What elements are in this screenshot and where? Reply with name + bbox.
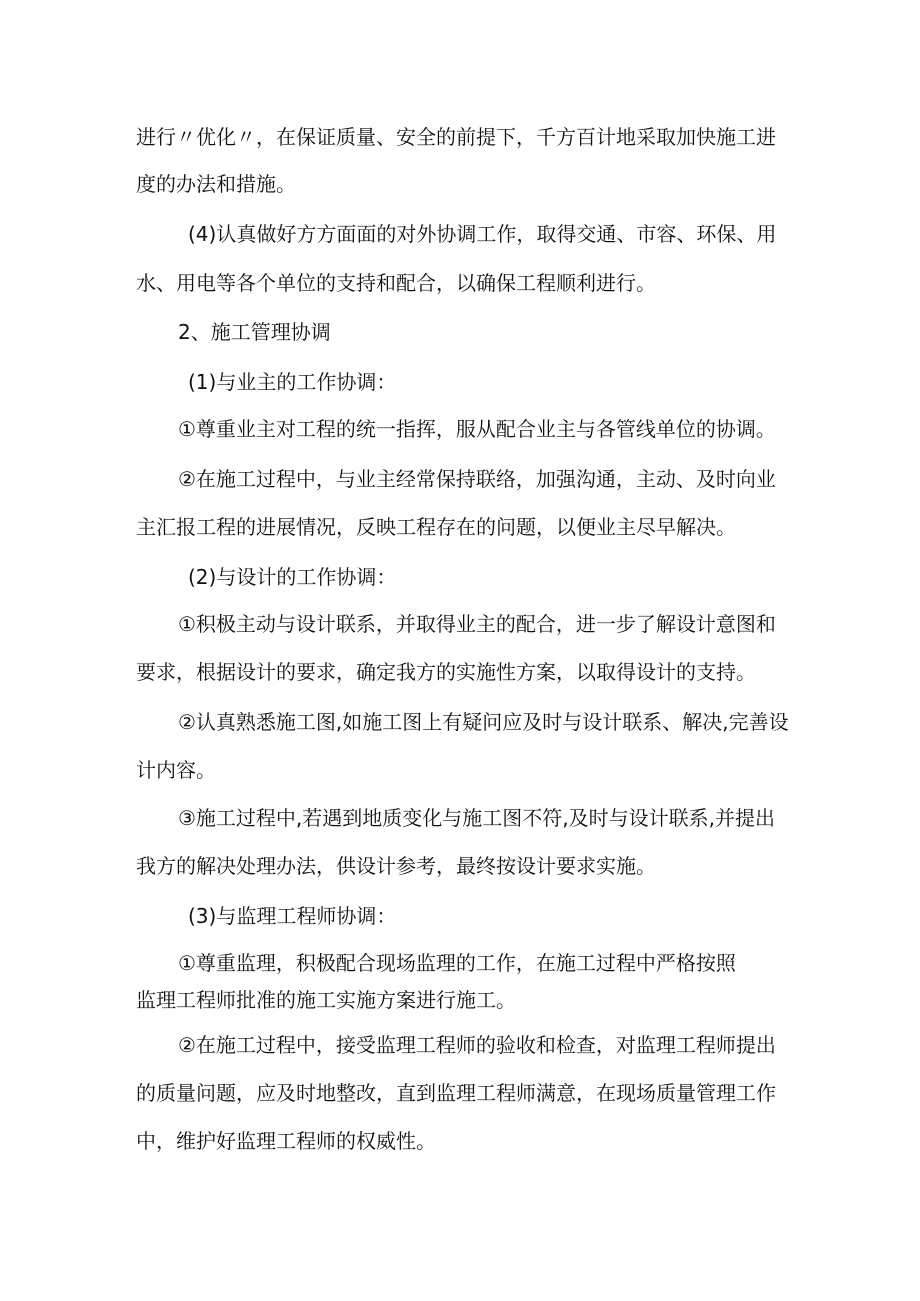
text-line-16: 我方的解决处理办法，供设计参考，最终按设计要求实施。 xyxy=(136,854,656,878)
text-line-3: (4)认真做好方方面面的对外协调工作，取得交通、市容、环保、用 xyxy=(188,222,777,246)
text-line-20: ②在施工过程中，接受监理工程师的验收和检查，对监理工程师提出 xyxy=(178,1033,776,1057)
text-line-15: ③施工过程中,若遇到地质变化与施工图不符,及时与设计联系,并提出 xyxy=(178,806,776,830)
text-line-8: ②在施工过程中，与业主经常保持联络，加强沟通，主动、及时向业 xyxy=(178,467,776,491)
text-line-21: 的质量问题，应及时地整改，直到监理工程师满意，在现场质量管理工作 xyxy=(136,1081,776,1105)
text-line-11: ①积极主动与设计联系，并取得业主的配合，进一步了解设计意图和 xyxy=(178,612,776,636)
text-line-1: 进行〃优化〃，在保证质量、安全的前提下，千方百计地采取加快施工进 xyxy=(136,125,776,149)
subheading-owner: (1)与业主的工作协调： xyxy=(188,370,397,394)
text-line-14: 计内容。 xyxy=(136,758,216,782)
subheading-supervisor: (3)与监理工程师协调： xyxy=(188,904,397,928)
text-line-12: 要求，根据设计的要求，确定我方的实施性方案，以取得设计的支持。 xyxy=(136,660,756,684)
subheading-design: (2)与设计的工作协调： xyxy=(188,565,397,589)
text-line-22: 中，维护好监理工程师的权威性。 xyxy=(136,1129,436,1153)
text-line-7: ①尊重业主对工程的统一指挥，服从配合业主与各管线单位的协调。 xyxy=(178,417,776,441)
text-line-9: 主汇报工程的进展情况，反映工程存在的问题，以便业主尽早解决。 xyxy=(136,515,736,539)
text-line-2: 度的办法和措施。 xyxy=(136,172,296,196)
text-line-4: 水、用电等各个单位的支持和配合，以确保工程顺利进行。 xyxy=(136,271,656,295)
section-heading: 2、施工管理协调 xyxy=(178,320,331,344)
text-line-13: ②认真熟悉施工图,如施工图上有疑问应及时与设计联系、解决,完善设 xyxy=(178,710,789,734)
text-line-19: 监理工程师批准的施工实施方案进行施工。 xyxy=(136,988,516,1012)
text-line-18: ①尊重监理，积极配合现场监理的工作，在施工过程中严格按照 xyxy=(178,951,736,975)
